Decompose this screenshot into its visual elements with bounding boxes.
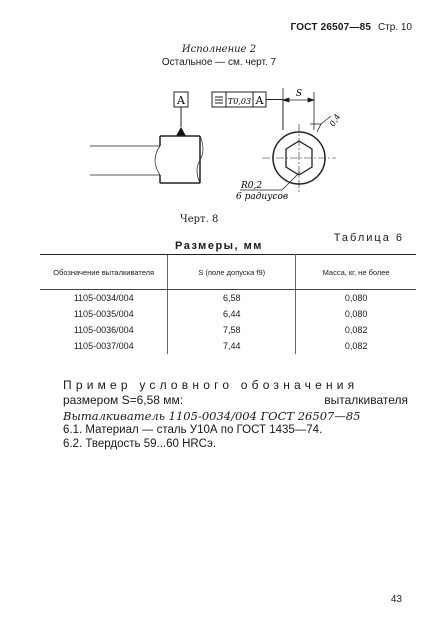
table-title: Размеры, мм bbox=[175, 240, 263, 252]
radius-label: R0,2 bbox=[241, 181, 263, 191]
column-header: Масса, кг, не более bbox=[296, 255, 416, 290]
table-row bbox=[40, 338, 416, 354]
example-size: размером S=6,58 мм: bbox=[63, 393, 184, 407]
hexagon-end-view bbox=[262, 124, 336, 192]
table-cell: 0,080 bbox=[344, 309, 368, 319]
table-row bbox=[40, 290, 416, 307]
roughness-value: 0,4 bbox=[327, 112, 343, 128]
table-cell: 7,58 bbox=[168, 322, 296, 338]
page-header bbox=[290, 22, 412, 33]
table-cell: 1105-0036/004 bbox=[73, 325, 134, 335]
radius-leader bbox=[282, 172, 300, 190]
table-cell: 6,58 bbox=[168, 290, 296, 307]
table-label: Таблица 6 bbox=[333, 232, 404, 244]
ejector-side-view bbox=[90, 136, 203, 183]
column-header: S (поле допуска f9) bbox=[168, 255, 296, 290]
table-cell: 1105-0034/004 bbox=[73, 293, 134, 303]
column-header: Обозначение выталкивателя bbox=[40, 255, 168, 290]
datum-letter: A bbox=[177, 94, 185, 107]
example-paragraph bbox=[63, 378, 408, 408]
table-row bbox=[40, 322, 416, 338]
table-cell: 6,44 bbox=[168, 306, 296, 322]
table-cell: 0,082 bbox=[344, 325, 368, 335]
page-number: 43 bbox=[390, 594, 402, 605]
tolerance-datum: A bbox=[255, 94, 264, 107]
tolerance-value: T0,03 bbox=[227, 97, 252, 106]
datum-triangle bbox=[176, 127, 186, 136]
radius-count: 6 радиусов bbox=[236, 192, 289, 202]
variant-subtitle: Остальное — см. черт. 7 bbox=[161, 57, 277, 68]
table-cell: 1105-0037/004 bbox=[73, 341, 134, 351]
technical-drawing bbox=[0, 80, 438, 214]
dim-s-label: S bbox=[295, 89, 303, 99]
variant-title: Исполнение 2 bbox=[181, 44, 257, 55]
table-cell: 0,082 bbox=[344, 341, 368, 351]
standard-number: ГОСТ 26507—85 bbox=[290, 22, 372, 33]
sizes-table bbox=[40, 254, 416, 354]
note-material: 6.1. Материал — сталь У10А по ГОСТ 1435—74. bbox=[63, 424, 323, 436]
example-term: выталкивателя bbox=[324, 393, 408, 407]
page-label: Стр. 10 bbox=[377, 22, 412, 33]
table-cell: 7,44 bbox=[168, 338, 296, 354]
table-row bbox=[40, 306, 416, 322]
note-hardness: 6.2. Твердость 59...60 HRCэ. bbox=[63, 438, 217, 450]
designation-example: Выталкиватель 1105-0034/004 ГОСТ 26507—85 bbox=[63, 409, 361, 423]
figure-caption: Черт. 8 bbox=[180, 214, 219, 225]
table-cell: 0,080 bbox=[344, 293, 368, 303]
table-header-row bbox=[40, 255, 416, 290]
example-lead: Пример условного обозначения bbox=[63, 378, 359, 392]
table-cell: 1105-0035/004 bbox=[73, 309, 134, 319]
